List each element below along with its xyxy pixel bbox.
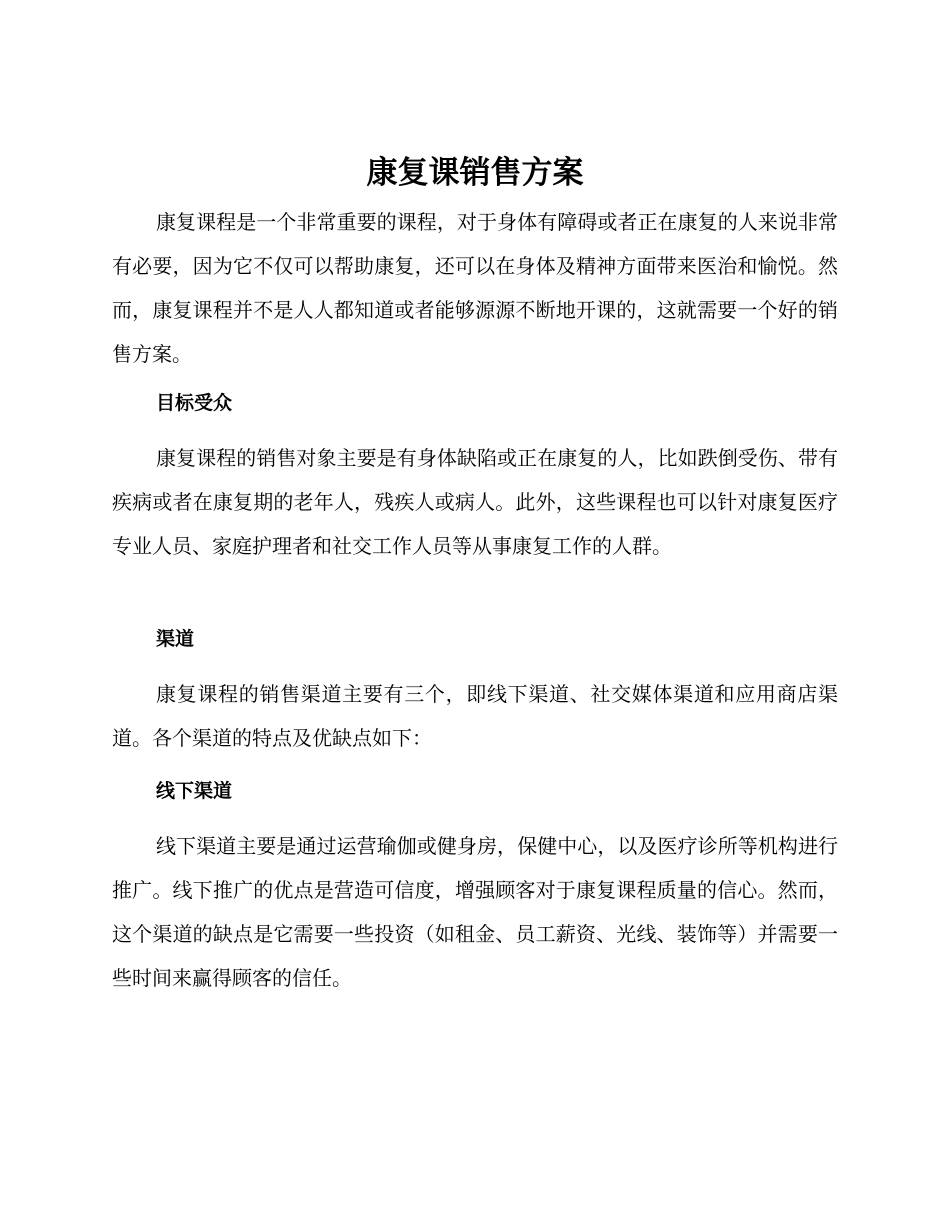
section-heading-target-audience: 目标受众: [156, 392, 233, 414]
page-title: 康复课销售方案: [366, 155, 584, 191]
section-paragraph-channels: 康复课程的销售渠道主要有三个，即线下渠道、社交媒体渠道和应用商店渠道。各个渠道的特点及优缺点如下：: [112, 682, 838, 750]
section-paragraph-offline-channel: 线下渠道主要是通过运营瑜伽或健身房，保健中心，以及医疗诊所等机构进行推广。线下推广的优点是营造可信度，增强顾客对于康复课程质量的信心。然而，这个渠道的缺点是它需要一些投资（如租金、员工薪资、光线、装饰等）并需要一些时间来赢得顾客的信任。: [112, 834, 838, 990]
section-heading-offline-channel: 线下渠道: [156, 780, 233, 802]
intro-paragraph: 康复课程是一个非常重要的课程，对于身体有障碍或者正在康复的人来说非常有必要，因为它不仅可以帮助康复，还可以在身体及精神方面带来医治和愉悦。然而，康复课程并不是人人都知道或者能够源源不断地开课的，这就需要一个好的销售方案。: [112, 210, 838, 366]
section-heading-channels: 渠道: [156, 628, 195, 650]
section-paragraph-target-audience: 康复课程的销售对象主要是有身体缺陷或正在康复的人，比如跌倒受伤、带有疾病或者在康复期的老年人，残疾人或病人。此外，这些课程也可以针对康复医疗专业人员、家庭护理者和社交工作人员等从事康复工作的人群。: [112, 446, 838, 558]
